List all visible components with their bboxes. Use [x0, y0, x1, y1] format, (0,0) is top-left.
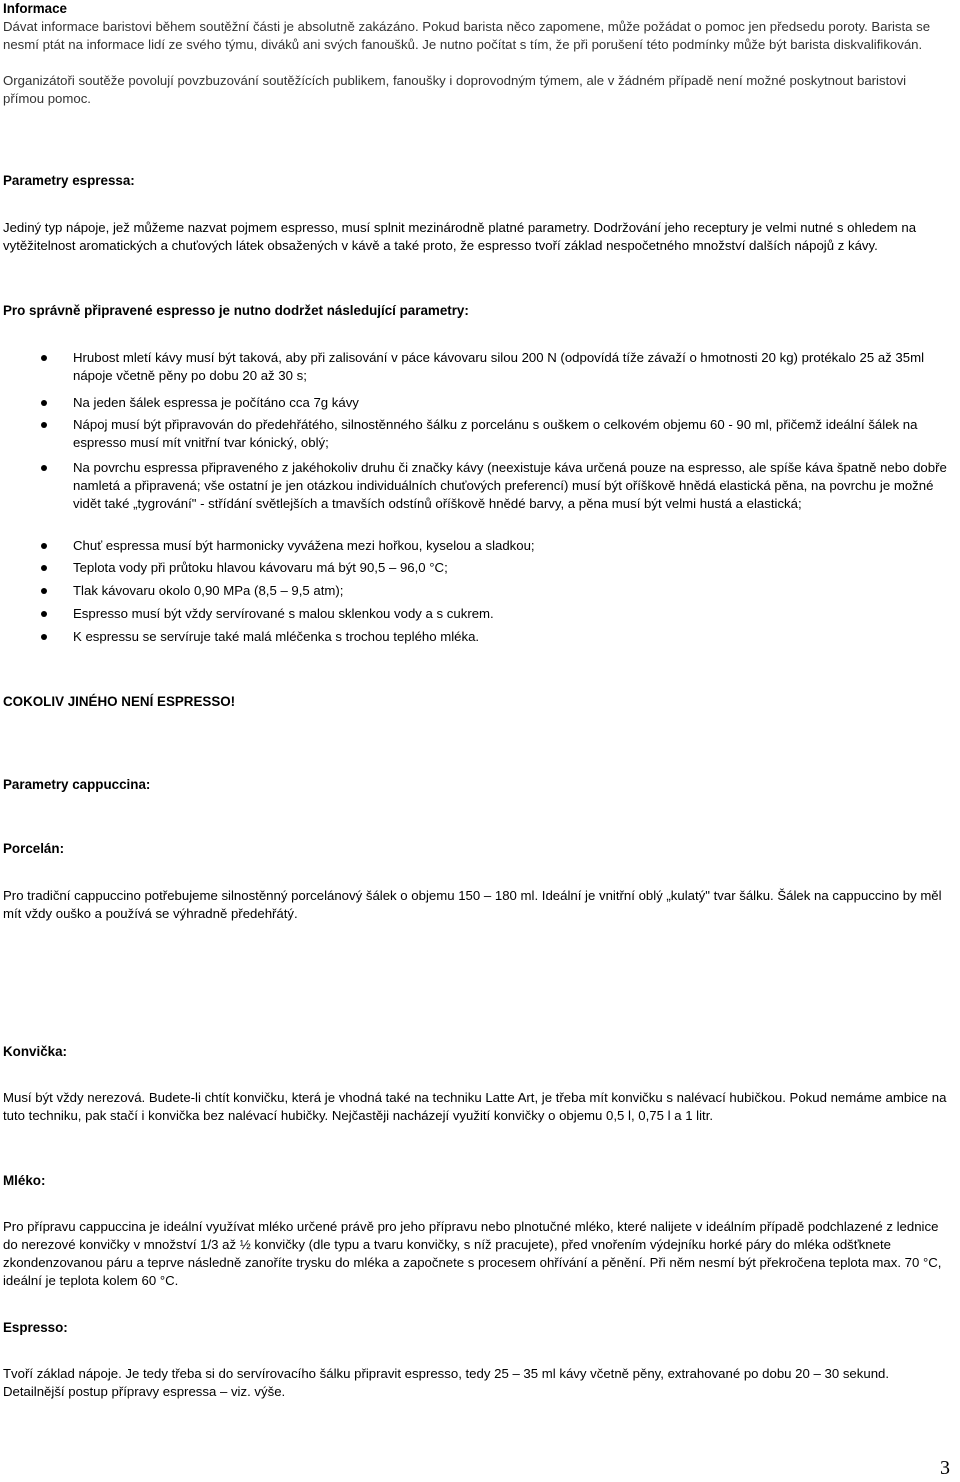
- espresso-bullet-3: Nápoj musí být připravován do předehřátého, silnostěnného šálku z porcelánu s ouškem o celkovém objemu 60 - 90 ml, přičemž ideální šálek na espresso musí mít vnitřní tvar kónický, oblý;: [73, 417, 918, 450]
- cappuccino-parameters-heading: Parametry cappuccina:: [3, 777, 151, 792]
- informace-heading: Informace: [3, 1, 67, 16]
- espresso-closing-statement: COKOLIV JINÉHO NENÍ ESPRESSO!: [3, 694, 236, 709]
- informace-paragraph-2: Organizátoři soutěže povolují povzbuzování soutěžících publikem, fanoušky i doprovodným týmem, ale v žádném případě není možné poskytnout baristovi přímou pomoc.: [3, 73, 907, 106]
- cappuccino-espresso-paragraph: Tvoří základ nápoje. Je tedy třeba si do servírovacího šálku připravit espresso, tedy 25 – 35 ml kávy včetně pěny, extrahované po dobu 20 – 30 sekund. Detailnější postup přípravy espressa – viz. výše.: [3, 1366, 890, 1399]
- espresso-bullet-7: Tlak kávovaru okolo 0,90 MPa (8,5 – 9,5 atm);: [73, 583, 344, 598]
- espresso-subheading: Pro správně připravené espresso je nutno dodržet následující parametry:: [3, 303, 469, 318]
- espresso-bullet-6: Teplota vody při průtoku hlavou kávovaru má být 90,5 – 96,0 °C;: [73, 560, 448, 575]
- mleko-heading: Mléko:: [3, 1173, 46, 1188]
- bullet-dot: [41, 611, 47, 617]
- espresso-bullet-5: Chuť espressa musí být harmonicky vyvážena mezi hořkou, kyselou a sladkou;: [73, 538, 535, 553]
- konvicka-paragraph: Musí být vždy nerezová. Budete-li chtít konvičku, která je vhodná také na techniku Latte Art, je třeba mít konvičku s nalévací hubičkou. Pokud nemáme ambice na tuto techniku, pak stačí i konvička bez nalévací hubičky. Nejčastěji nacházejí využití konvičky o objemu 0,5 l, 0,75 l a 1 litr.: [3, 1090, 947, 1123]
- bullet-dot: [41, 422, 47, 428]
- espresso-parameters-heading: Parametry espressa:: [3, 173, 135, 188]
- bullet-dot: [41, 588, 47, 594]
- porcelan-heading: Porcelán:: [3, 841, 65, 856]
- mleko-paragraph: Pro přípravu cappuccina je ideální využívat mléko určené právě pro jeho přípravu nebo plnotučné mléko, které nalijete v ideálním případě podchlazené z lednice do nerezové konvičky v množství 1/3 až ½ konvičky (dle typu a tvaru konvičky, s níž pracujete), před vnořením výdejníku horké páry do mléka odšťknete zkondenzovanou páru a teprve následně zanoříte trysku do mléka a započnete s procesem ohřívání a pěnění. Při něm nesmí být překročena teplota max. 70 °C, ideální je teplota kolem 60 °C.: [3, 1219, 942, 1288]
- espresso-intro-paragraph: Jediný typ nápoje, jež můžeme nazvat pojmem espresso, musí splnit mezinárodně platné parametry. Dodržování jeho receptury je velmi nutné s ohledem na vytěžitelnost aromatických a chuťových látek obsažených v kávě a také proto, že espresso tvoří základ nespočetného množství dalších nápojů z kávy.: [3, 220, 917, 253]
- bullet-dot: [41, 465, 47, 471]
- porcelan-paragraph: Pro tradiční cappuccino potřebujeme silnostěnný porcelánový šálek o objemu 150 – 180 ml. Ideální je vnitřní oblý „kulatý" tvar šálku. Šálek na cappuccino by měl mít vždy ouško a používá se výhradně předehřátý.: [3, 888, 942, 921]
- espresso-bullet-4: Na povrchu espressa připraveného z jakéhokoliv druhu či značky kávy (neexistuje káva určená pouze na espresso, ale spíše káva špatně nebo dobře namletá a připravená; vše ostatní je jen otázkou individuálních chuťových preferencí) musí být oříškově hnědá elastická pěna, na povrchu je možné vidět také „tygrování" - střídání světlejších a tmavších odstínů oříškově hnědé barvy, a pěna musí být velmi hustá a elastická;: [73, 460, 947, 511]
- cappuccino-espresso-heading: Espresso:: [3, 1320, 68, 1335]
- page-number: 3: [940, 1457, 950, 1479]
- bullet-dot: [41, 355, 47, 361]
- bullet-dot: [41, 400, 47, 406]
- espresso-bullet-8: Espresso musí být vždy servírované s malou sklenkou vody a s cukrem.: [73, 606, 494, 621]
- espresso-bullet-9: K espressu se servíruje také malá mléčenka s trochou teplého mléka.: [73, 629, 480, 644]
- bullet-dot: [41, 565, 47, 571]
- espresso-bullet-1: Hrubost mletí kávy musí být taková, aby při zalisování v páce kávovaru silou 200 N (odpovídá tíže závaží o hmotnosti 20 kg) protékalo 25 až 35ml nápoje včetně pěny po dobu 20 až 30 s;: [73, 350, 925, 383]
- konvicka-heading: Konvička:: [3, 1044, 67, 1059]
- bullet-dot: [41, 634, 47, 640]
- bullet-dot: [41, 543, 47, 549]
- espresso-bullet-2: Na jeden šálek espressa je počítáno cca 7g kávy: [73, 395, 359, 410]
- informace-paragraph-1: Dávat informace baristovi během soutěžní části je absolutně zakázáno. Pokud barista něco zapomene, může požádat o pomoc jen předsedu poroty. Barista se nesmí ptát na informace lidí ze svého týmu, diváků ani svých fanoušků. Je nutno počítat s tím, že při porušení této podmínky může být barista diskvalifikován.: [3, 19, 931, 52]
